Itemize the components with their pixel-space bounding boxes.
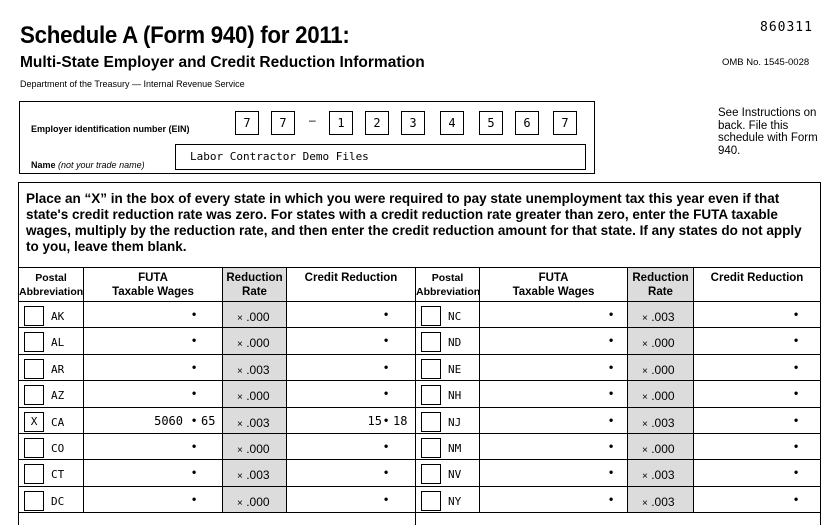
reduction-rate-cell (223, 355, 287, 381)
futa-wages-field[interactable] (480, 302, 628, 328)
ein-label: Employer identification number (EIN) (31, 124, 190, 134)
state-cell-postal (416, 328, 480, 354)
credit-reduction-field[interactable] (287, 408, 416, 434)
reduction-rate-cell (223, 460, 287, 486)
futa-wages-field[interactable] (84, 328, 223, 354)
state-abbreviation: DC (51, 494, 65, 508)
futa-wages-field[interactable] (480, 355, 628, 381)
col-header-postal-right-2: Abbreviation (416, 286, 481, 298)
state-checkbox[interactable] (421, 491, 441, 511)
state-checkbox[interactable] (24, 464, 44, 484)
ein-digit-7[interactable]: 5 (479, 111, 503, 135)
employer-name-field[interactable]: Labor Contractor Demo Files (175, 144, 586, 170)
col-header-postal-2: Abbreviation (19, 286, 84, 298)
decimal-point: • (609, 465, 614, 480)
decimal-point: • (384, 439, 389, 453)
futa-wages-field[interactable] (480, 460, 628, 486)
multiply-sign: × (237, 497, 243, 509)
state-abbreviation: NV (448, 468, 462, 482)
rate-value: .000 (246, 442, 270, 456)
multiply-sign: × (237, 313, 243, 324)
col-header-credit-right-1: Credit Reduction (710, 272, 804, 284)
reduction-rate (642, 336, 675, 350)
multiply-sign: × (642, 392, 648, 404)
rate-value: .003 (651, 468, 675, 483)
state-cell-postal (416, 302, 480, 328)
state-cell-postal (416, 408, 480, 434)
decimal-point: • (384, 465, 389, 480)
reduction-rate (237, 310, 270, 324)
rate-value: .003 (651, 494, 675, 509)
credit-reduction-field[interactable] (287, 460, 416, 486)
col-header-rate-2: Rate (242, 286, 267, 298)
reduction-rate (237, 495, 270, 509)
reduction-rate (237, 389, 270, 403)
state-abbreviation: CT (51, 468, 65, 482)
credit-reduction-field[interactable] (287, 355, 416, 381)
multiply-sign: × (237, 445, 243, 456)
instructions-text: Place an “X” in the box of every state in which you were required to pay state unemployment tax this year even if that state's credit reduction rate was zero. For states with a credit reduction rate greater than zero, enter the FUTA taxable wages, multiply by the reduction rate, and then enter the credit reduction amount for that state. If any states do not apply to you, leave them blank. (26, 191, 802, 254)
rate-value: .003 (651, 415, 675, 430)
state-checkbox[interactable] (421, 464, 441, 484)
ein-digit-3[interactable]: 1 (329, 111, 353, 135)
decimal-point: • (794, 491, 799, 506)
state-abbreviation: AR (51, 362, 65, 376)
employer-info-box (19, 101, 595, 174)
state-cell-postal (416, 487, 480, 513)
state-checkbox[interactable] (421, 332, 441, 352)
decimal-point: • (794, 386, 799, 401)
ein-digit-8[interactable]: 6 (515, 111, 539, 135)
rate-value: .000 (246, 310, 270, 324)
decimal-point: • (192, 333, 197, 348)
state-cell-postal (19, 381, 84, 407)
name-hint: (not your trade name) (58, 160, 145, 170)
reduction-rate (642, 416, 675, 430)
futa-wages-field[interactable] (84, 434, 223, 460)
omb-number: OMB No. 1545-0028 (722, 57, 810, 68)
multiply-sign: × (642, 339, 648, 351)
credit-reduction-field[interactable] (694, 381, 820, 407)
see-instructions-note: See Instructions on back. File this schedule with Form 940. (718, 107, 818, 157)
credit-cents: 18 (393, 413, 408, 428)
state-abbreviation: NM (448, 442, 462, 455)
col-header-postal (19, 267, 84, 302)
decimal-point: • (192, 412, 197, 427)
col-header-postal-right-1: Postal (431, 272, 464, 284)
credit-reduction-field[interactable] (694, 328, 820, 354)
rate-value: .000 (246, 389, 270, 404)
decimal-point: • (384, 333, 389, 348)
col-header-wages-right-2: Taxable Wages (512, 286, 595, 298)
state-checkbox[interactable] (24, 491, 44, 511)
credit-reduction-field[interactable] (694, 434, 820, 460)
state-abbreviation: NJ (448, 415, 462, 429)
reduction-rate-cell (223, 302, 287, 328)
form-title: Schedule A (Form 940) for 2011: (20, 22, 350, 49)
state-checkbox[interactable] (421, 385, 441, 405)
ein-digit-2[interactable]: 7 (271, 111, 295, 135)
rate-value: .000 (246, 494, 270, 509)
decimal-point: • (384, 491, 389, 506)
reduction-rate (642, 389, 675, 403)
decimal-point: • (609, 386, 614, 401)
reduction-rate (237, 468, 270, 482)
state-abbreviation: CA (51, 415, 65, 429)
rate-value: .000 (651, 442, 675, 456)
state-checkbox[interactable] (421, 438, 441, 458)
futa-wages-field[interactable] (84, 302, 223, 328)
reduction-rate (642, 363, 675, 377)
state-checkbox[interactable] (421, 359, 441, 379)
state-abbreviation: AK (51, 310, 65, 323)
reduction-rate (237, 363, 270, 377)
state-cell-postal (19, 328, 84, 354)
reduction-rate (237, 336, 270, 350)
multiply-sign: × (237, 365, 243, 377)
decimal-point: • (609, 412, 614, 427)
state-cell-postal (416, 355, 480, 381)
col-header-wages-1: FUTA (138, 272, 168, 284)
ein-dash: – (309, 113, 316, 127)
credit-reduction-field[interactable] (694, 355, 820, 381)
col-header-rate-1: Reduction (226, 272, 283, 284)
credit-reduction-field[interactable] (287, 381, 416, 407)
multiply-sign: × (642, 313, 648, 324)
col-header-wages-2: Taxable Wages (112, 286, 194, 298)
reduction-rate (237, 442, 270, 456)
reduction-rate (237, 416, 270, 430)
state-checkbox[interactable]: X (24, 412, 44, 432)
state-cell-postal (19, 408, 84, 434)
decimal-point: • (609, 359, 614, 374)
state-abbreviation: NC (448, 310, 462, 323)
decimal-point: • (384, 412, 389, 427)
state-abbreviation: NH (448, 389, 462, 403)
decimal-point: • (794, 333, 799, 348)
multiply-sign: × (642, 497, 648, 509)
credit-reduction-field[interactable] (287, 328, 416, 354)
state-cell-postal (19, 487, 84, 513)
reduction-rate-cell (223, 487, 287, 513)
col-header-wages (84, 267, 223, 302)
decimal-point: • (794, 465, 799, 480)
futa-wages-field[interactable] (480, 381, 628, 407)
col-header-wages-right-1: FUTA (538, 272, 569, 284)
multiply-sign: × (237, 392, 243, 404)
reduction-rate-cell (628, 381, 694, 407)
decimal-point: • (794, 412, 799, 427)
credit-reduction-field[interactable] (287, 302, 416, 328)
reduction-rate (642, 310, 675, 324)
decimal-point: • (609, 439, 614, 453)
decimal-point: • (384, 307, 389, 321)
decimal-point: • (794, 359, 799, 374)
col-header-credit (287, 267, 416, 302)
name-label-text: Name (31, 160, 56, 170)
name-label (31, 160, 145, 170)
reduction-rate-cell (628, 487, 694, 513)
ein-digit-6[interactable]: 4 (440, 111, 464, 135)
wages-integer: 5060 (154, 413, 183, 428)
state-abbreviation: AL (51, 336, 65, 350)
state-cell-postal (19, 434, 84, 460)
state-checkbox[interactable] (421, 412, 441, 432)
decimal-point: • (192, 307, 197, 321)
state-abbreviation: AZ (51, 389, 65, 403)
decimal-point: • (192, 439, 197, 453)
form-subtitle: Multi-State Employer and Credit Reduction Information (20, 54, 425, 71)
credit-reduction-field[interactable] (287, 434, 416, 460)
credit-reduction-field[interactable] (694, 408, 820, 434)
credit-integer: 15 (367, 413, 382, 428)
reduction-rate-cell (223, 408, 287, 434)
wages-cents: 65 (201, 413, 216, 428)
col-header-wages-right (480, 267, 628, 302)
futa-wages-field[interactable] (84, 460, 223, 486)
decimal-point: • (192, 359, 197, 374)
decimal-point: • (384, 386, 389, 401)
ein-digit-1[interactable]: 7 (235, 111, 259, 135)
ein-digit-9[interactable]: 7 (553, 111, 577, 135)
credit-reduction-field[interactable] (287, 487, 416, 513)
state-abbreviation: CO (51, 442, 65, 455)
state-cell-postal (19, 355, 84, 381)
decimal-point: • (384, 359, 389, 374)
multiply-sign: × (237, 471, 243, 483)
reduction-rate-cell (628, 434, 694, 460)
decimal-point: • (192, 465, 197, 480)
rate-value: .000 (651, 336, 675, 351)
col-header-rate (223, 267, 287, 302)
state-cell-postal (19, 460, 84, 486)
state-cell-postal (416, 381, 480, 407)
rate-value: .003 (246, 362, 270, 377)
reduction-rate (642, 495, 675, 509)
decimal-point: • (794, 439, 799, 453)
state-abbreviation: ND (448, 336, 462, 350)
decimal-point: • (609, 333, 614, 348)
reduction-rate-cell (628, 302, 694, 328)
ein-digit-4[interactable]: 2 (365, 111, 389, 135)
rate-value: .003 (246, 468, 270, 483)
rate-value: .000 (651, 389, 675, 404)
reduction-rate-cell (223, 328, 287, 354)
state-cell-postal (19, 302, 84, 328)
rate-value: .003 (651, 310, 675, 324)
reduction-rate-cell (223, 381, 287, 407)
multiply-sign: × (642, 365, 648, 377)
col-header-credit-1: Credit Reduction (304, 272, 398, 284)
state-abbreviation: NE (448, 362, 462, 376)
decimal-point: • (794, 307, 799, 321)
state-checkbox[interactable] (24, 332, 44, 352)
col-header-rate-right-2: Rate (648, 286, 673, 298)
futa-wages-field[interactable] (84, 381, 223, 407)
col-header-rate-right-1: Reduction (632, 272, 689, 284)
state-cell-postal (416, 460, 480, 486)
futa-wages-field[interactable] (480, 487, 628, 513)
credit-reduction-field[interactable] (694, 460, 820, 486)
state-abbreviation: NY (448, 494, 462, 508)
futa-wages-field[interactable] (480, 328, 628, 354)
form-number: 860311 (760, 20, 813, 35)
reduction-rate-cell (628, 408, 694, 434)
rate-value: .000 (246, 336, 270, 351)
col-header-credit-right (694, 267, 820, 302)
col-header-postal-1: Postal (35, 272, 67, 284)
rate-value: .000 (651, 362, 675, 377)
reduction-rate (642, 468, 675, 482)
futa-wages-field[interactable] (480, 408, 628, 434)
ein-digit-5[interactable]: 3 (401, 111, 425, 135)
futa-wages-field[interactable] (480, 434, 628, 460)
state-checkbox[interactable] (24, 359, 44, 379)
credit-reduction-field[interactable] (694, 487, 820, 513)
futa-wages-field[interactable] (84, 487, 223, 513)
department-line: Department of the Treasury — Internal Revenue Service (20, 79, 245, 89)
multiply-sign: × (237, 418, 243, 430)
state-table-box (18, 182, 821, 525)
credit-reduction-field[interactable] (694, 302, 820, 328)
reduction-rate-cell (628, 328, 694, 354)
futa-wages-field[interactable] (84, 355, 223, 381)
reduction-rate-cell (628, 355, 694, 381)
multiply-sign: × (642, 471, 648, 483)
reduction-rate (642, 442, 675, 456)
multiply-sign: × (642, 445, 648, 456)
state-checkbox[interactable] (24, 385, 44, 405)
state-cell-postal (416, 434, 480, 460)
decimal-point: • (609, 491, 614, 506)
multiply-sign: × (642, 418, 648, 430)
multiply-sign: × (237, 339, 243, 351)
col-header-postal-right (416, 267, 480, 302)
futa-wages-field[interactable] (84, 408, 223, 434)
rate-value: .003 (246, 415, 270, 430)
col-header-rate-right (628, 267, 694, 302)
column-divider (415, 267, 416, 525)
decimal-point: • (609, 307, 614, 321)
decimal-point: • (192, 491, 197, 506)
reduction-rate-cell (628, 460, 694, 486)
state-checkbox[interactable] (24, 306, 44, 326)
decimal-point: • (192, 386, 197, 401)
reduction-rate-cell (223, 434, 287, 460)
state-checkbox[interactable] (421, 306, 441, 326)
state-checkbox[interactable] (24, 438, 44, 458)
